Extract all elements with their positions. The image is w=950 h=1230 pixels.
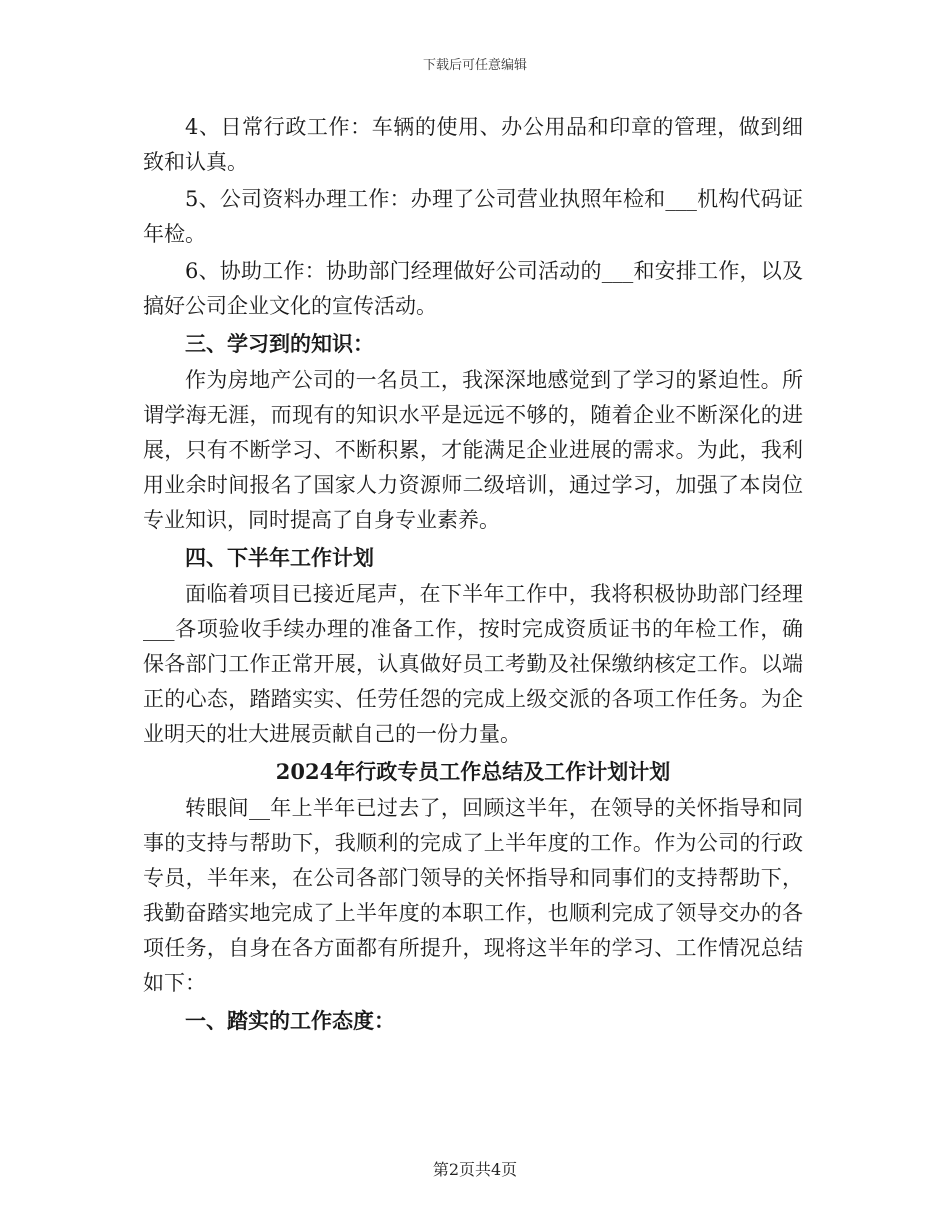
- section-heading-knowledge: 三、学习到的知识：: [185, 331, 374, 356]
- document-body: [143, 110, 803, 1040]
- paragraph-intro: 转眼间__年上半年已过去了，回顾这半年，在领导的关怀指导和同事的支持与帮助下，我顺利的完成了上半年度的工作。作为公司的行政专员，半年来，在公司各部门领导的关怀指导和同事们的支持帮助下，我勤奋踏实地完成了上半年度的本职工作，也顺利完成了领导交办的各项任务，自身在各方面都有所提升，现将这半年的学习、工作情况总结如下：: [143, 796, 803, 995]
- paragraph-plan: 面临着项目已接近尾声，在下半年工作中，我将积极协助部门经理___各项验收手续办理的准备工作，按时完成资质证书的年检工作，确保各部门工作正常开展，认真做好员工考勤及社保缴纳核定工作。以端正的心态，踏踏实实、任劳任怨的完成上级交派的各项工作任务。为企业明天的壮大进展贡献自己的一份力量。: [143, 582, 803, 746]
- paragraph-assist-work: 6、协助工作：协助部门经理做好公司活动的___和安排工作，以及搞好公司企业文化的宣传活动。: [143, 259, 803, 318]
- page-number: 第2页共4页: [432, 1160, 518, 1179]
- paragraph-learning: 作为房地产公司的一名员工，我深深地感觉到了学习的紧迫性。所谓学海无涯，而现有的知识水平是远远不够的，随着企业不断深化的进展，只有不断学习、不断积累，才能满足企业进展的需求。为此，我利用业余时间报名了国家人力资源师二级培训，通过学习，加强了本岗位专业知识，同时提高了自身专业素养。: [143, 368, 803, 532]
- section-heading-attitude: 一、踏实的工作态度：: [185, 1008, 395, 1033]
- paragraph-daily-admin: 4、日常行政工作：车辆的使用、办公用品和印章的管理，做到细致和认真。: [143, 115, 803, 174]
- page-header: 下载后可任意编辑: [422, 58, 527, 73]
- document-title: 2024年行政专员工作总结及工作计划计划: [275, 759, 671, 784]
- paragraph-company-documents: 5、公司资料办理工作：办理了公司营业执照年检和___机构代码证年检。: [143, 187, 803, 246]
- section-heading-plan: 四、下半年工作计划: [185, 545, 374, 570]
